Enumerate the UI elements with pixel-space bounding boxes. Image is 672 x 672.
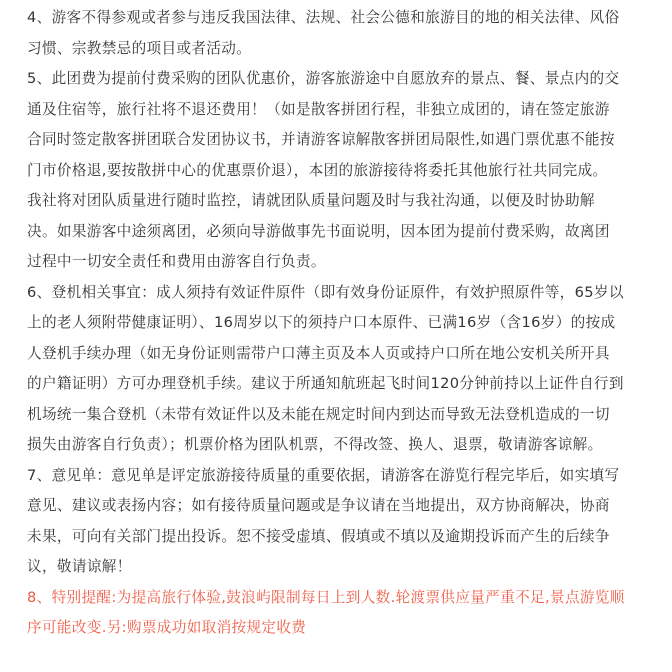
text-line: 过程中一切安全责任和费用由游客自行负责。 — [27, 253, 326, 270]
text-line: 8、特别提醒:为提高旅行体验,鼓浪屿限制每日上到人数.轮渡票供应量严重不足,景点游览顺 — [27, 588, 625, 606]
paragraph-item-8-special-notice — [27, 583, 657, 644]
text-line: 决。如果游客中途须离团，必须向导游做事先书面说明，因本团为提前付费采购，故离团 — [27, 222, 610, 240]
text-line: 人登机手续办理（如无身份证则需带户口薄主页及本人页或持户口所在地公安机关所开具 — [27, 344, 610, 362]
paragraph-item-6 — [27, 278, 657, 461]
text-line: 损失由游客自行负责）；机票价格为团队机票，不得改签、换人、退票，敬请游客谅解。 — [27, 436, 603, 453]
text-line: 合同时签定散客拼团联合发团协议书，并请游客谅解散客拼团局限性,如遇门票优惠不能按 — [27, 131, 615, 148]
paragraph-item-7 — [27, 461, 657, 583]
text-line: 的户籍证明）方可办理登机手续。建议于所通知航班起飞时间120分钟前持以上证件自行到 — [27, 375, 624, 392]
text-line: 未果，可向有关部门提出投诉。恕不接受虚填、假填或不填以及逾期投诉而产生的后续争 — [27, 527, 610, 545]
text-line: 习惯、宗教禁忌的项目或者活动。 — [27, 39, 252, 57]
text-line: 6、登机相关事宜：成人须持有效证件原件（即有效身份证原件，有效护照原件等，65岁以 — [27, 283, 624, 301]
text-line: 门市价格退,要按散拼中心的优惠票价退），本团的旅游接待将委托其他旅行社共同完成。 — [27, 161, 608, 179]
text-line: 我社将对团队质量进行随时监控，请就团队质量问题及时与我社沟通，以便及时协助解 — [27, 192, 595, 209]
text-line: 机场统一集合登机（未带有效证件以及未能在规定时间内到达而导致无法登机造成的一切 — [27, 405, 610, 423]
text-line: 7、意见单：意见单是评定旅游接待质量的重要依据，请游客在游览行程完毕后，如实填写 — [27, 466, 620, 484]
paragraph-item-4 — [27, 3, 657, 64]
notice-document — [27, 3, 657, 644]
text-line: 议，敬请谅解！ — [27, 558, 132, 575]
text-line: 4、游客不得参观或者参与违反我国法律、法规、社会公德和旅游目的地的相关法律、风俗 — [27, 9, 620, 26]
paragraph-item-5 — [27, 64, 657, 278]
text-line: 通及住宿等，旅行社将不退还费用！（如是散客拼团行程，非独立成团的，请在签定旅游 — [27, 100, 610, 118]
text-line: 5、此团费为提前付费采购的团队优惠价，游客旅游途中自愿放弃的景点、餐、景点内的交 — [27, 70, 620, 87]
text-line: 意见、建议或表扬内容；如有接待质量问题或是争议请在当地提出，双方协商解决，协商 — [27, 497, 610, 514]
text-line: 上的老人须附带健康证明）、16周岁以下的须持户口本原件、已满16岁（含16岁）的按成 — [27, 314, 616, 331]
text-line: 序可能改变.另:购票成功如取消按规定收费 — [27, 619, 307, 636]
